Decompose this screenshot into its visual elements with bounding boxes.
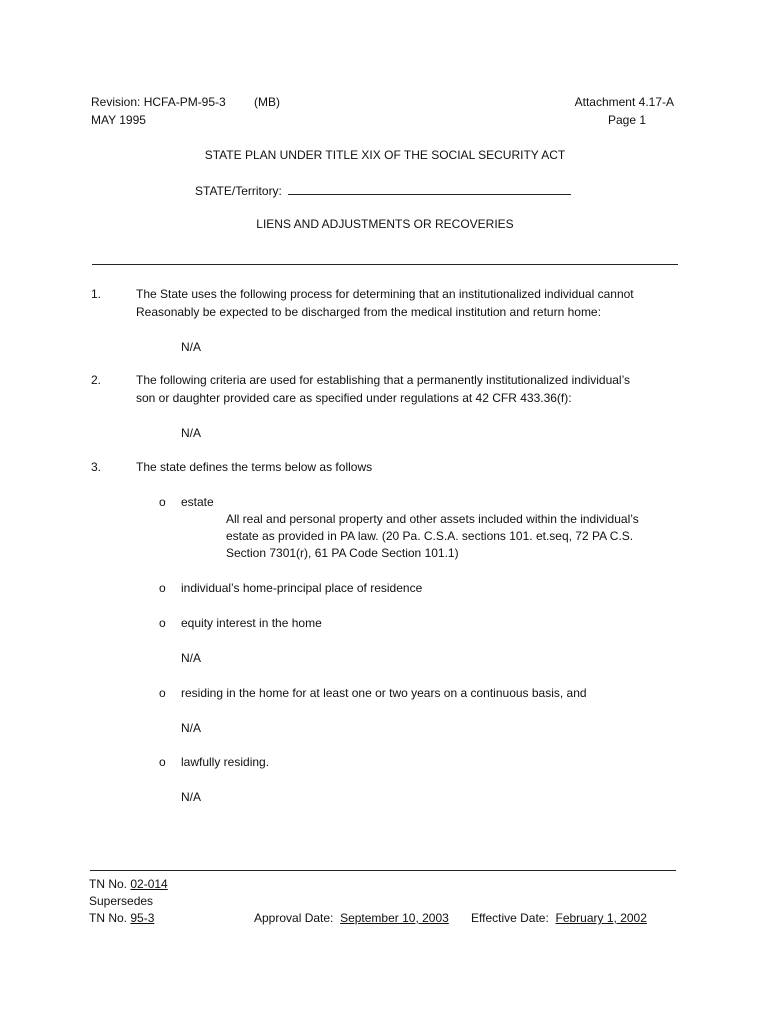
term-label: estate <box>181 495 214 509</box>
term-label: residing in the home for at least one or two years on a continuous basis, and <box>181 686 587 700</box>
approval-date-line <box>254 910 449 927</box>
effective-date-label: Effective Date: <box>471 911 549 925</box>
item-number: 3. <box>91 460 102 474</box>
tn-value: 02-014 <box>130 877 168 891</box>
item-number: 1. <box>91 287 102 301</box>
effective-date-line <box>471 910 647 927</box>
document-title: STATE PLAN UNDER TITLE XIX OF THE SOCIAL SECURITY ACT <box>204 148 566 162</box>
state-territory-line <box>195 182 571 200</box>
term-bullet: o <box>159 616 166 630</box>
item-text-line: Reasonably be expected to be discharged from the medical institution and return home: <box>136 305 601 319</box>
superseded-tn-label: TN No. <box>89 911 128 925</box>
item-number: 2. <box>91 373 102 387</box>
term-bullet: o <box>159 686 166 700</box>
term-definition-line: Section 7301(r), 61 PA Code Section 101.1) <box>226 546 459 560</box>
revision-label: Revision: HCFA-PM-95-3 <box>91 95 226 109</box>
item-answer: N/A <box>181 340 202 354</box>
office-code: (MB) <box>254 95 280 109</box>
tn-label: TN No. <box>89 877 128 891</box>
term-answer: N/A <box>181 790 202 804</box>
item-text-line: The following criteria are used for establishing that a permanently institutionalized individual’s <box>136 373 631 387</box>
term-answer: N/A <box>181 651 202 665</box>
bottom-divider <box>90 870 676 871</box>
term-bullet: o <box>159 581 166 595</box>
approval-date-label: Approval Date: <box>254 911 334 925</box>
term-bullet: o <box>159 495 166 509</box>
state-territory-blank <box>288 182 571 195</box>
tn-number-line <box>89 876 168 893</box>
item-answer: N/A <box>181 426 202 440</box>
superseded-tn-value: 95-3 <box>130 911 155 925</box>
approval-date-value: September 10, 2003 <box>340 911 449 925</box>
term-definition-line: estate as provided in PA law. (20 Pa. C.S.A. sections 101. et.seq, 72 PA C.S. <box>226 529 634 543</box>
attachment-label: Attachment 4.17-A <box>574 95 674 109</box>
term-label: lawfully residing. <box>181 755 270 769</box>
supersedes-label: Supersedes <box>89 894 154 908</box>
term-label: equity interest in the home <box>181 616 322 630</box>
revision-date: MAY 1995 <box>91 113 146 127</box>
superseded-tn-line <box>89 910 154 927</box>
term-answer: N/A <box>181 721 202 735</box>
document-subtitle: LIENS AND ADJUSTMENTS OR RECOVERIES <box>256 217 514 231</box>
top-divider <box>92 264 678 265</box>
page-number: Page 1 <box>608 113 647 127</box>
effective-date-value: February 1, 2002 <box>555 911 647 925</box>
term-label: individual’s home-principal place of residence <box>181 581 423 595</box>
state-territory-label: STATE/Territory: <box>195 184 282 198</box>
term-bullet: o <box>159 755 166 769</box>
term-definition-line: All real and personal property and other assets included within the individual’s <box>226 512 639 526</box>
item-text-line: son or daughter provided care as specified under regulations at 42 CFR 433.36(f): <box>136 391 572 405</box>
item-text-line: The state defines the terms below as follows <box>136 460 373 474</box>
item-text-line: The State uses the following process for determining that an institutionalized individual cannot <box>136 287 634 301</box>
